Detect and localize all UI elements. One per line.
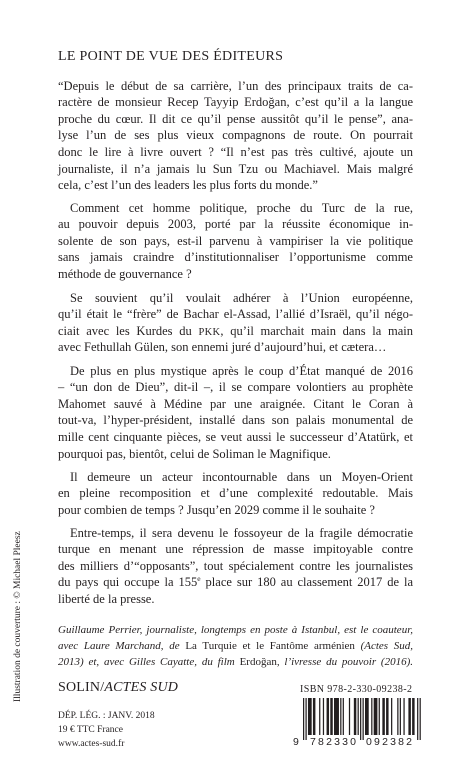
paragraph-4	[58, 363, 413, 463]
text-line: proche du cœur. Il dit ce qu’il pense aussitôt qu’il le pense”, ana-	[58, 111, 413, 126]
text-line: méthode de gouvernance ?	[58, 267, 192, 282]
barcode-bar	[303, 698, 304, 740]
text-line: liberté de la presse.	[58, 592, 155, 607]
text-line: journaliste, il n’a jamais lu Sun Tzu ou Machiavel. Mais malgré	[58, 161, 413, 176]
barcode-bar	[400, 698, 401, 735]
isbn-label: ISBN 978-2-330-09238-2	[300, 684, 413, 695]
barcode-bar	[349, 698, 350, 735]
paragraph-2	[58, 200, 413, 283]
paragraph-3	[58, 290, 413, 356]
superscript: e	[197, 574, 201, 584]
text-line	[58, 574, 413, 591]
barcode-bar	[327, 698, 329, 735]
barcode-bar	[334, 698, 339, 735]
barcode-bar	[313, 698, 315, 735]
text-line: pourquoi pas, bientôt, celui de Soliman le Magnifique.	[58, 446, 331, 461]
barcode-bar	[374, 698, 378, 735]
work-title: La Turquie et le Fantôme arménien	[185, 640, 355, 652]
text-line: mille cent cinquante pièces, se veut aussi le successeur d’Atatürk, et	[58, 430, 413, 445]
paragraph-1	[58, 78, 413, 194]
text-line: Il demeure un acteur incontournable dans un Moyen-Orient	[70, 469, 413, 484]
text-line: pour combien de temps ? Jusqu’en 2029 comme il le souhaite ?	[58, 502, 375, 517]
website-link: www.actes-sud.fr	[58, 739, 125, 749]
barcode-bar	[365, 698, 369, 735]
text-segment: (Actes Sud,	[354, 640, 413, 652]
price: 19 € TTC France	[58, 725, 123, 735]
barcode-bar	[358, 698, 359, 735]
barcode	[290, 694, 425, 748]
text-line: sans jamais craindre d’institutionnaliser l’opportunisme comme	[58, 250, 413, 265]
text-line: Comment cet homme politique, proche du Turc de la rue,	[70, 200, 413, 215]
barcode-bar	[382, 698, 384, 735]
barcode-lead-digit: 9	[293, 736, 299, 748]
text-line: avec Fethullah Gülen, son ennemi juré d’aujourd’hui, et cætera…	[58, 340, 387, 355]
text-line: en pleine recomposition et d’une complexité redoutable. Mais	[58, 486, 413, 501]
barcode-bar	[363, 698, 364, 740]
barcode-bar	[403, 698, 404, 735]
text-line	[58, 654, 413, 670]
text-line: des milliers d’“opposants”, tout spécialement contre les journalistes	[58, 558, 413, 573]
text-line: solente de son pays, est-il parvenu à vampiriser la vie politique	[58, 233, 413, 248]
text-line: ractère de monsieur Recep Tayyip Erdoğan, c’est qu’il a la langue	[58, 95, 413, 110]
barcode-bar	[420, 698, 421, 740]
barcode-bar	[408, 698, 410, 735]
text-segment: ciait avec les Kurdes du	[58, 323, 199, 338]
legal-info	[58, 709, 155, 751]
barcode-bar	[379, 698, 380, 735]
text-line: au pouvoir depuis 2003, porté par la réussite économique in-	[58, 217, 413, 232]
legal-deposit: DÉP. LÉG. : JANV. 2018	[58, 711, 155, 721]
barcode-bar	[391, 698, 392, 735]
text-line: Entre-temps, il sera devenu le fossoyeur de la fragile démocratie	[70, 525, 413, 540]
publisher-name-italic: ACTES SUD	[104, 680, 179, 695]
barcode-left-digits: 782330	[310, 736, 356, 748]
section-title: LE POINT DE VUE DES ÉDITEURS	[58, 49, 284, 64]
barcode-bar	[412, 698, 414, 735]
publisher-name-roman: SOLIN/	[58, 680, 105, 695]
text-line	[58, 638, 413, 654]
barcode-bar	[323, 698, 324, 735]
text-line	[58, 323, 413, 340]
barcode-bar	[340, 698, 341, 735]
barcode-bar	[308, 698, 312, 735]
barcode-bar	[343, 698, 344, 735]
text-segment: , l’ivresse du pouvoir (2016).	[276, 656, 413, 668]
barcode-bar	[371, 698, 372, 735]
paragraph-6	[58, 525, 413, 608]
barcode-bars	[303, 698, 421, 740]
text-line: Mahomet sauvé à Médine par une araignée. Citant le Coran à	[58, 396, 413, 411]
barcode-bar	[305, 698, 306, 740]
acronym: PKK	[198, 326, 221, 338]
text-segment: , qu’il marchait main dans la main	[220, 323, 413, 338]
text-line: tout-va, l’hyper-président, installé dans son palais monumental de	[58, 413, 413, 428]
text-segment: avec Laure Marchand, de	[58, 640, 186, 652]
barcode-bar	[360, 698, 361, 740]
barcode-bar	[354, 698, 356, 735]
text-line: – “un don de Dieu”, dit-il –, il se compare volontiers au prophète	[58, 380, 413, 395]
text-line: De plus en plus mystique après le coup d’État manqué de 2016	[70, 363, 413, 378]
work-title: Erdoğan	[239, 656, 277, 668]
barcode-bar	[330, 698, 332, 735]
cover-illustration-credit: Illustration de couverture : © Michael Pleesz	[13, 531, 23, 702]
text-line: “Depuis le début de sa carrière, l’un des principaux traits de ca-	[58, 78, 413, 93]
publisher-imprint	[58, 679, 178, 697]
text-line: Se souvient qu’il voulait adhérer à l’Union européenne,	[70, 290, 413, 305]
barcode-bar	[386, 698, 388, 735]
paragraph-5	[58, 469, 413, 519]
text-line: turque en menant une répression de masse impitoyable contre	[58, 542, 413, 557]
text-line: donc le lire à livre ouvert ? “Il n’est pas très cultivé, ajoute un	[58, 145, 413, 160]
author-note	[58, 622, 413, 670]
text-line: Guillaume Perrier, journaliste, longtemps en poste à Istanbul, est le coauteur,	[58, 624, 413, 636]
text-segment: place sur 180 au classement 2017 de la	[200, 575, 413, 590]
text-segment: du pays qui occupe la 155	[58, 575, 198, 590]
text-segment: 2013) et, avec Gilles Cayatte, du film	[58, 656, 240, 668]
barcode-bar	[417, 698, 418, 740]
text-line: qu’il était le “frère” de Bachar el-Assad, l’allié d’Israël, qu’il négo-	[58, 307, 413, 322]
barcode-right-digits: 092382	[366, 736, 412, 748]
text-line: lyse l’un de ses plus vieux compagnons de route. On pourrait	[58, 128, 413, 143]
text-line: cela, c’est l’un des leaders les plus forts du monde.”	[58, 178, 318, 193]
barcode-bar	[397, 698, 398, 735]
barcode-bar	[319, 698, 320, 735]
